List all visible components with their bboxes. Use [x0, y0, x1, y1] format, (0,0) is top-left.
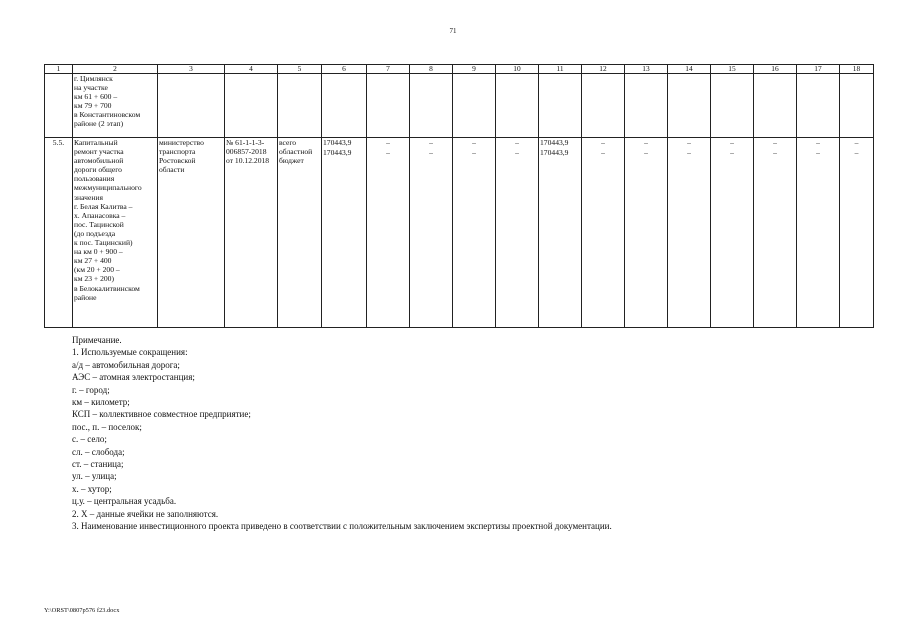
empty-cell — [225, 74, 278, 138]
notes-title: Примечание. — [72, 335, 122, 345]
value-cell-col9 — [453, 138, 496, 328]
value-total: – — [386, 138, 390, 147]
investment-table — [44, 64, 874, 328]
value-total: – — [854, 138, 859, 147]
value-regional: 170443,9 — [323, 148, 352, 157]
value-total: 170443,9 — [323, 138, 352, 147]
value-total: – — [472, 138, 476, 147]
empty-cell — [453, 74, 496, 138]
header-cell: 12 — [582, 65, 625, 74]
header-cell: 13 — [625, 65, 668, 74]
doc-line: от 10.12.2018 — [226, 156, 270, 166]
file-path-footer: Y:\ORST\0807p576 f23.docx — [44, 607, 120, 614]
value-cell-col10 — [496, 138, 539, 328]
expertise-doc-cell — [225, 138, 278, 328]
empty-cell — [754, 74, 797, 138]
value-regional: – — [644, 148, 648, 157]
header-cell: 18 — [840, 65, 874, 74]
empty-cell — [840, 74, 874, 138]
table-row-5-5 — [45, 138, 874, 328]
header-cell: 14 — [668, 65, 711, 74]
header-cell: 8 — [410, 65, 453, 74]
value-total: – — [601, 138, 605, 147]
name-line: (км 20 + 200 – — [74, 265, 120, 275]
name-line: в Белокалитвинском — [74, 283, 140, 293]
note-line: а/д – автомобильная дорога; — [72, 359, 180, 370]
value-regional: – — [429, 148, 433, 157]
header-cell: 11 — [539, 65, 582, 74]
value-regional: – — [515, 148, 519, 157]
header-cell: 17 — [797, 65, 840, 74]
value-total: – — [730, 138, 734, 147]
value-regional: – — [386, 148, 390, 157]
source-line: областной — [279, 147, 313, 157]
empty-cell — [797, 74, 840, 138]
value-cell-col15 — [711, 138, 754, 328]
name-line: Капитальный — [74, 138, 118, 147]
value-cell-col11 — [539, 138, 582, 328]
note-line: г. – город; — [72, 384, 110, 395]
name-line: г. Цимлянск — [74, 74, 113, 83]
value-cell-col12 — [582, 138, 625, 328]
name-line: км 79 + 700 — [74, 101, 112, 111]
empty-cell — [668, 74, 711, 138]
empty-cell — [496, 74, 539, 138]
doc-line: № 61-1-1-3- — [226, 138, 265, 147]
note-line: ст. – станица; — [72, 459, 124, 470]
header-cell: 6 — [322, 65, 367, 74]
empty-cell — [582, 74, 625, 138]
value-cell-col8 — [410, 138, 453, 328]
name-line: в Константиновском — [74, 110, 141, 120]
name-line: значения — [74, 192, 103, 202]
header-cell: 7 — [367, 65, 410, 74]
note-line: ул. – улица; — [72, 471, 117, 482]
value-regional: 170443,9 — [540, 148, 569, 157]
doc-line: 006857-2018 — [226, 147, 267, 157]
name-line: пользования — [74, 174, 115, 184]
name-line: районе — [74, 292, 97, 302]
value-regional: – — [816, 148, 820, 157]
value-regional: – — [601, 148, 605, 157]
name-line: х. Апанасовка – — [74, 210, 126, 220]
name-line: ремонт участка — [74, 147, 124, 157]
empty-cell — [367, 74, 410, 138]
empty-cell — [410, 74, 453, 138]
name-line: дороги общего — [74, 165, 122, 175]
customer-line: Ростовской — [159, 156, 196, 166]
value-total: – — [773, 138, 777, 147]
name-line: км 23 + 200) — [74, 274, 114, 284]
name-line: на км 0 + 900 – — [74, 247, 123, 257]
value-cell-col17 — [797, 138, 840, 328]
header-cell: 4 — [225, 65, 278, 74]
header-cell: 15 — [711, 65, 754, 74]
header-cell: 9 — [453, 65, 496, 74]
name-line: районе (2 этап) — [74, 119, 124, 129]
name-line: км 61 + 600 – — [74, 92, 118, 102]
empty-cell — [711, 74, 754, 138]
table-row-continuation — [45, 74, 874, 138]
source-line: бюджет — [279, 156, 304, 166]
value-cell-col18 — [840, 138, 874, 328]
value-cell-col6 — [322, 138, 367, 328]
note-line: КСП – коллективное совместное предприятие; — [72, 409, 251, 420]
note-line: сл. – слобода; — [72, 446, 125, 457]
empty-cell — [539, 74, 582, 138]
empty-cell — [625, 74, 668, 138]
value-cell-col13 — [625, 138, 668, 328]
header-cell: 5 — [278, 65, 322, 74]
empty-cell — [322, 74, 367, 138]
value-total: – — [515, 138, 519, 147]
row-number-cell: 5.5. — [45, 138, 73, 328]
note-line: х. – хутор; — [72, 483, 112, 494]
value-regional: – — [472, 148, 476, 157]
note-line: ц.у. – центральная усадьба. — [72, 496, 177, 507]
customer-line: области — [159, 165, 185, 175]
value-total: – — [687, 138, 691, 147]
value-total: – — [644, 138, 648, 147]
value-total: 170443,9 — [540, 138, 569, 147]
notes-section — [72, 334, 612, 533]
header-cell: 2 — [73, 65, 158, 74]
note-line: 1. Используемые сокращения: — [72, 347, 188, 358]
note-line: с. – село; — [72, 434, 107, 445]
source-line: всего — [279, 138, 297, 147]
name-line: автомобильной — [74, 156, 124, 166]
customer-cell — [158, 138, 225, 328]
note-line: 2. Х – данные ячейки не заполняются. — [72, 508, 219, 519]
value-cell-col14 — [668, 138, 711, 328]
note-line: 3. Наименование инвестиционного проекта приведено в соответствии с положительным заключением экспертизы проектной документации. — [72, 521, 612, 532]
value-total: – — [816, 138, 820, 147]
name-line: на участке — [74, 83, 108, 93]
object-name-cell — [73, 74, 158, 138]
note-line: АЭС – атомная электростанция; — [72, 372, 195, 383]
row-number-cell — [45, 74, 73, 138]
value-cell-col16 — [754, 138, 797, 328]
note-line: км – километр; — [72, 397, 130, 408]
value-regional: – — [773, 148, 777, 157]
name-line: пос. Тацинской — [74, 219, 124, 229]
header-cell: 3 — [158, 65, 225, 74]
name-line: (до подъезда — [74, 228, 116, 238]
empty-cell — [158, 74, 225, 138]
value-regional: – — [687, 148, 691, 157]
name-line: км 27 + 400 — [74, 256, 112, 266]
object-name-cell — [73, 138, 158, 328]
value-total: – — [429, 138, 433, 147]
table-header-row — [45, 65, 874, 74]
name-line: г. Белая Калитва – — [74, 201, 133, 211]
value-cell-col7 — [367, 138, 410, 328]
header-cell: 16 — [754, 65, 797, 74]
value-regional: – — [854, 148, 859, 157]
funding-source-cell — [278, 138, 322, 328]
value-regional: – — [730, 148, 734, 157]
customer-line: транспорта — [159, 147, 196, 157]
customer-line: министерство — [159, 138, 204, 147]
empty-cell — [278, 74, 322, 138]
page-number: 71 — [449, 27, 457, 35]
header-cell: 1 — [45, 65, 73, 74]
name-line: межмуниципального — [74, 183, 142, 193]
header-cell: 10 — [496, 65, 539, 74]
note-line: пос., п. – поселок; — [72, 421, 142, 432]
name-line: к пос. Тацинский) — [74, 238, 133, 248]
